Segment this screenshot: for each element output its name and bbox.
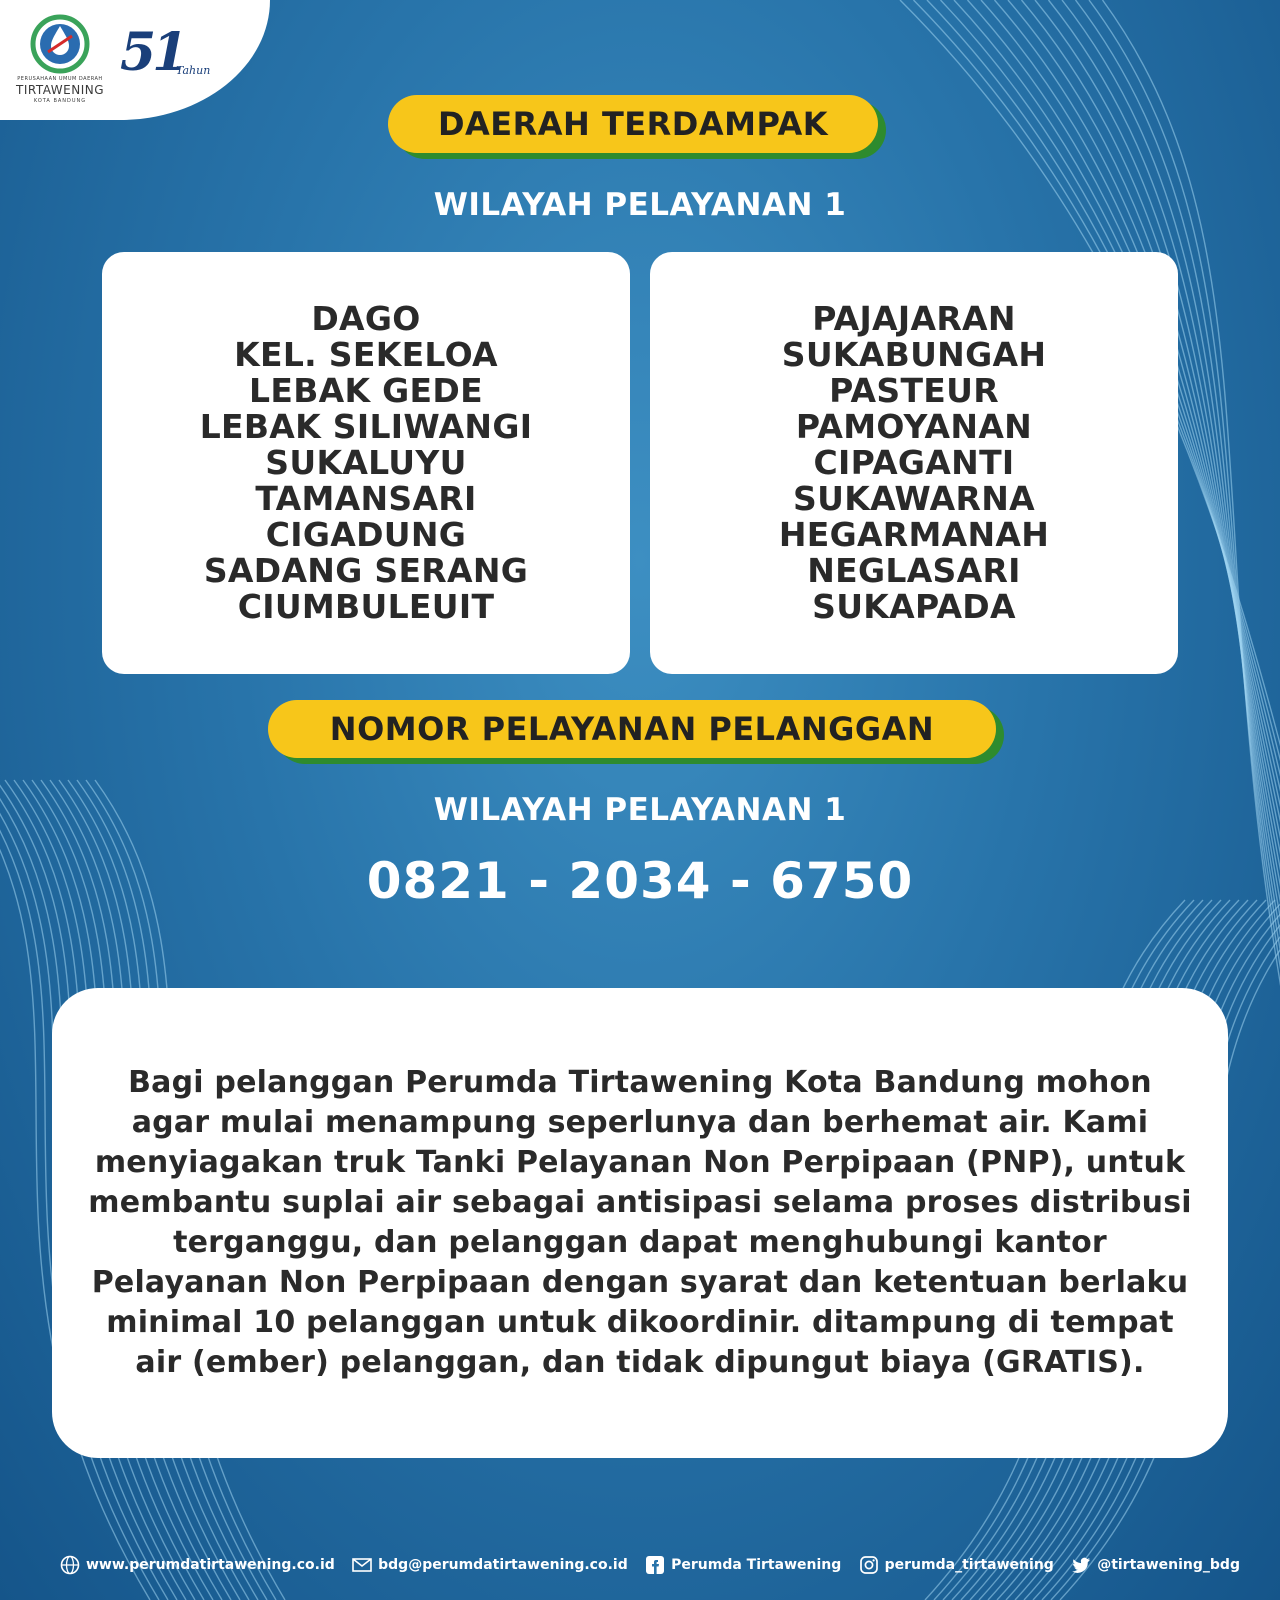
footer-email[interactable] xyxy=(352,1555,628,1575)
footer-instagram[interactable] xyxy=(859,1555,1054,1575)
area-name: HEGARMANAH xyxy=(778,515,1050,554)
area-name: PAMOYANAN xyxy=(795,407,1033,446)
logo-area xyxy=(0,0,270,120)
area-name: TAMANSARI xyxy=(255,479,477,518)
area-name: NEGLASARI xyxy=(807,551,1021,590)
instagram-icon xyxy=(859,1555,879,1575)
footer-facebook[interactable] xyxy=(645,1555,841,1575)
logo-org-name: TIRTAWENING xyxy=(15,83,105,97)
mail-icon xyxy=(352,1555,372,1575)
affected-title-pill xyxy=(388,95,878,153)
footer-website[interactable] xyxy=(60,1555,335,1575)
area-name: LEBAK GEDE xyxy=(249,371,483,410)
globe-icon xyxy=(60,1555,80,1575)
area-name: CIUMBULEUIT xyxy=(237,587,495,626)
area-name: CIGADUNG xyxy=(265,515,467,554)
area-name: DAGO xyxy=(311,299,421,338)
footer-twitter[interactable] xyxy=(1071,1555,1240,1575)
anniversary-logo xyxy=(120,22,220,102)
tirtawening-emblem-icon xyxy=(30,14,90,74)
service-region: WILAYAH PELAYANAN 1 xyxy=(433,792,847,828)
affected-title: DAERAH TERDAMPAK xyxy=(388,95,878,153)
footer-instagram-text: perumda_tirtawening xyxy=(884,1557,1054,1573)
logo-caption xyxy=(10,76,110,104)
area-name: PAJAJARAN xyxy=(812,299,1016,338)
area-name: SUKABUNGAH xyxy=(781,335,1047,374)
notice-text: Bagi pelanggan Perumda Tirtawening Kota Bandung mohon agar mulai menampung seperlunya dan berhemat air. Kami menyiagakan truk Tanki Pelayanan Non Perpipaan (PNP), untuk membantu suplai air sebagai antisipasi selama proses distribusi terganggu, dan pelanggan dapat menghubungi kantor Pelayanan Non Perpipaan dengan syarat dan ketentuan berlaku minimal 10 pelanggan untuk dikoordinir. ditampung di tempat air (ember) pelanggan, dan tidak dipungut biaya (GRATIS). xyxy=(88,1065,1192,1380)
notice-card xyxy=(52,988,1228,1458)
footer-website-text: www.perumdatirtawening.co.id xyxy=(86,1557,335,1573)
facebook-icon xyxy=(645,1555,665,1575)
area-name: SUKAPADA xyxy=(812,587,1016,626)
area-card-right xyxy=(650,252,1178,674)
affected-region: WILAYAH PELAYANAN 1 xyxy=(433,187,847,223)
area-name: SADANG SERANG xyxy=(203,551,529,590)
service-title-pill xyxy=(268,700,996,758)
footer-email-text: bdg@perumdatirtawening.co.id xyxy=(378,1557,628,1573)
footer-facebook-text: Perumda Tirtawening xyxy=(671,1557,842,1573)
footer-twitter-text: @tirtawening_bdg xyxy=(1097,1557,1240,1573)
area-name: SUKAWARNA xyxy=(793,479,1035,518)
area-name: PASTEUR xyxy=(829,371,999,410)
area-name: LEBAK SILIWANGI xyxy=(199,407,533,446)
service-title: NOMOR PELAYANAN PELANGGAN xyxy=(268,700,996,758)
anniversary-number: 51 xyxy=(120,22,185,83)
area-name: CIPAGANTI xyxy=(813,443,1015,482)
twitter-icon xyxy=(1071,1555,1091,1575)
logo-city: KOTA BANDUNG xyxy=(33,98,87,104)
area-card-left xyxy=(102,252,630,674)
footer-contacts xyxy=(60,1545,1240,1585)
anniversary-word: Tahun xyxy=(176,64,211,77)
area-name: KEL. SEKELOA xyxy=(234,335,498,374)
area-name: SUKALUYU xyxy=(265,443,467,482)
logo-caption-small: PERUSAHAAN UMUM DAERAH xyxy=(17,76,103,82)
service-phone-number: 0821 - 2034 - 6750 xyxy=(366,852,914,910)
